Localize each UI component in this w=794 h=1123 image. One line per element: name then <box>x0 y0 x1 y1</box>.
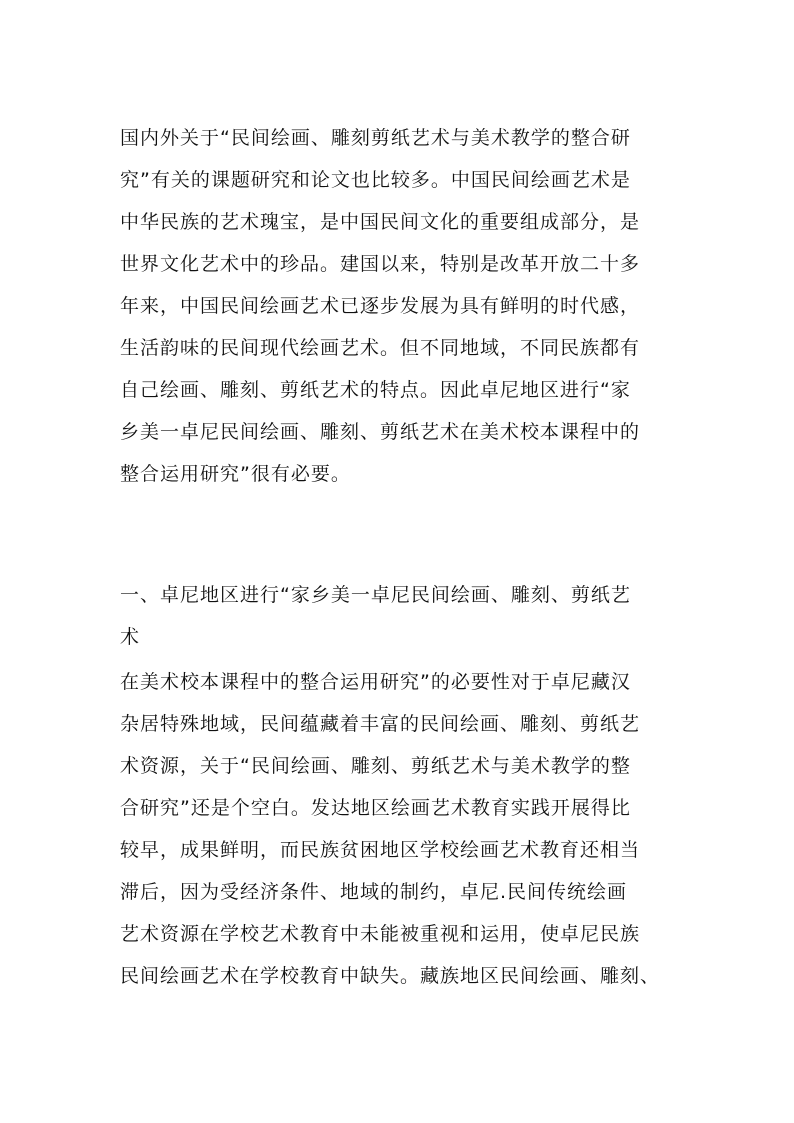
text-line: 合研究”还是个空白。发达地区绘画艺术教育实践开展得比 <box>120 797 631 819</box>
paragraph-2 <box>120 661 680 997</box>
text-line: 整合运用研究”很有必要。 <box>120 463 351 485</box>
paragraph-1 <box>120 117 680 495</box>
text-line: 滞后，因为受经济条件、地域的制约，卓尼.民间传统绘画 <box>120 881 628 903</box>
text-line: 国内外关于“民间绘画、雕刻剪纸艺术与美术教学的整合研 <box>120 127 631 149</box>
section-heading <box>120 574 680 658</box>
text-line: 在美术校本课程中的整合运用研究”的必要性对于卓尼藏汉 <box>120 671 631 693</box>
text-line: 生活韵味的民间现代绘画艺术。但不同地域，不同民族都有 <box>120 337 641 359</box>
heading-line: 一、卓尼地区进行“家乡美一卓尼民间绘画、雕刻、剪纸艺 <box>120 584 631 606</box>
text-line: 世界文化艺术中的珍品。建国以来，特别是改革开放二十多 <box>120 253 641 275</box>
text-line: 自己绘画、雕刻、剪纸艺术的特点。因此卓尼地区进行“家 <box>120 379 631 401</box>
text-line: 究”有关的课题研究和论文也比较多。中国民间绘画艺术是 <box>120 169 631 191</box>
text-line: 艺术资源在学校艺术教育中未能被重视和运用，使卓尼民族 <box>120 923 641 945</box>
text-line: 乡美一卓尼民间绘画、雕刻、剪纸艺术在美术校本课程中的 <box>120 421 641 443</box>
heading-line: 术 <box>120 626 141 648</box>
text-line: 民间绘画艺术在学校教育中缺失。藏族地区民间绘画、雕刻、 <box>120 965 661 987</box>
text-line: 杂居特殊地域，民间蕴藏着丰富的民间绘画、雕刻、剪纸艺 <box>120 713 641 735</box>
text-line: 中华民族的艺术瑰宝，是中国民间文化的重要组成部分，是 <box>120 211 641 233</box>
text-line: 术资源，关于“民间绘画、雕刻、剪纸艺术与美术教学的整 <box>120 755 631 777</box>
text-line: 较早，成果鲜明，而民族贫困地区学校绘画艺术教育还相当 <box>120 839 641 861</box>
text-line: 年来，中国民间绘画艺术已逐步发展为具有鲜明的时代感， <box>120 295 641 317</box>
